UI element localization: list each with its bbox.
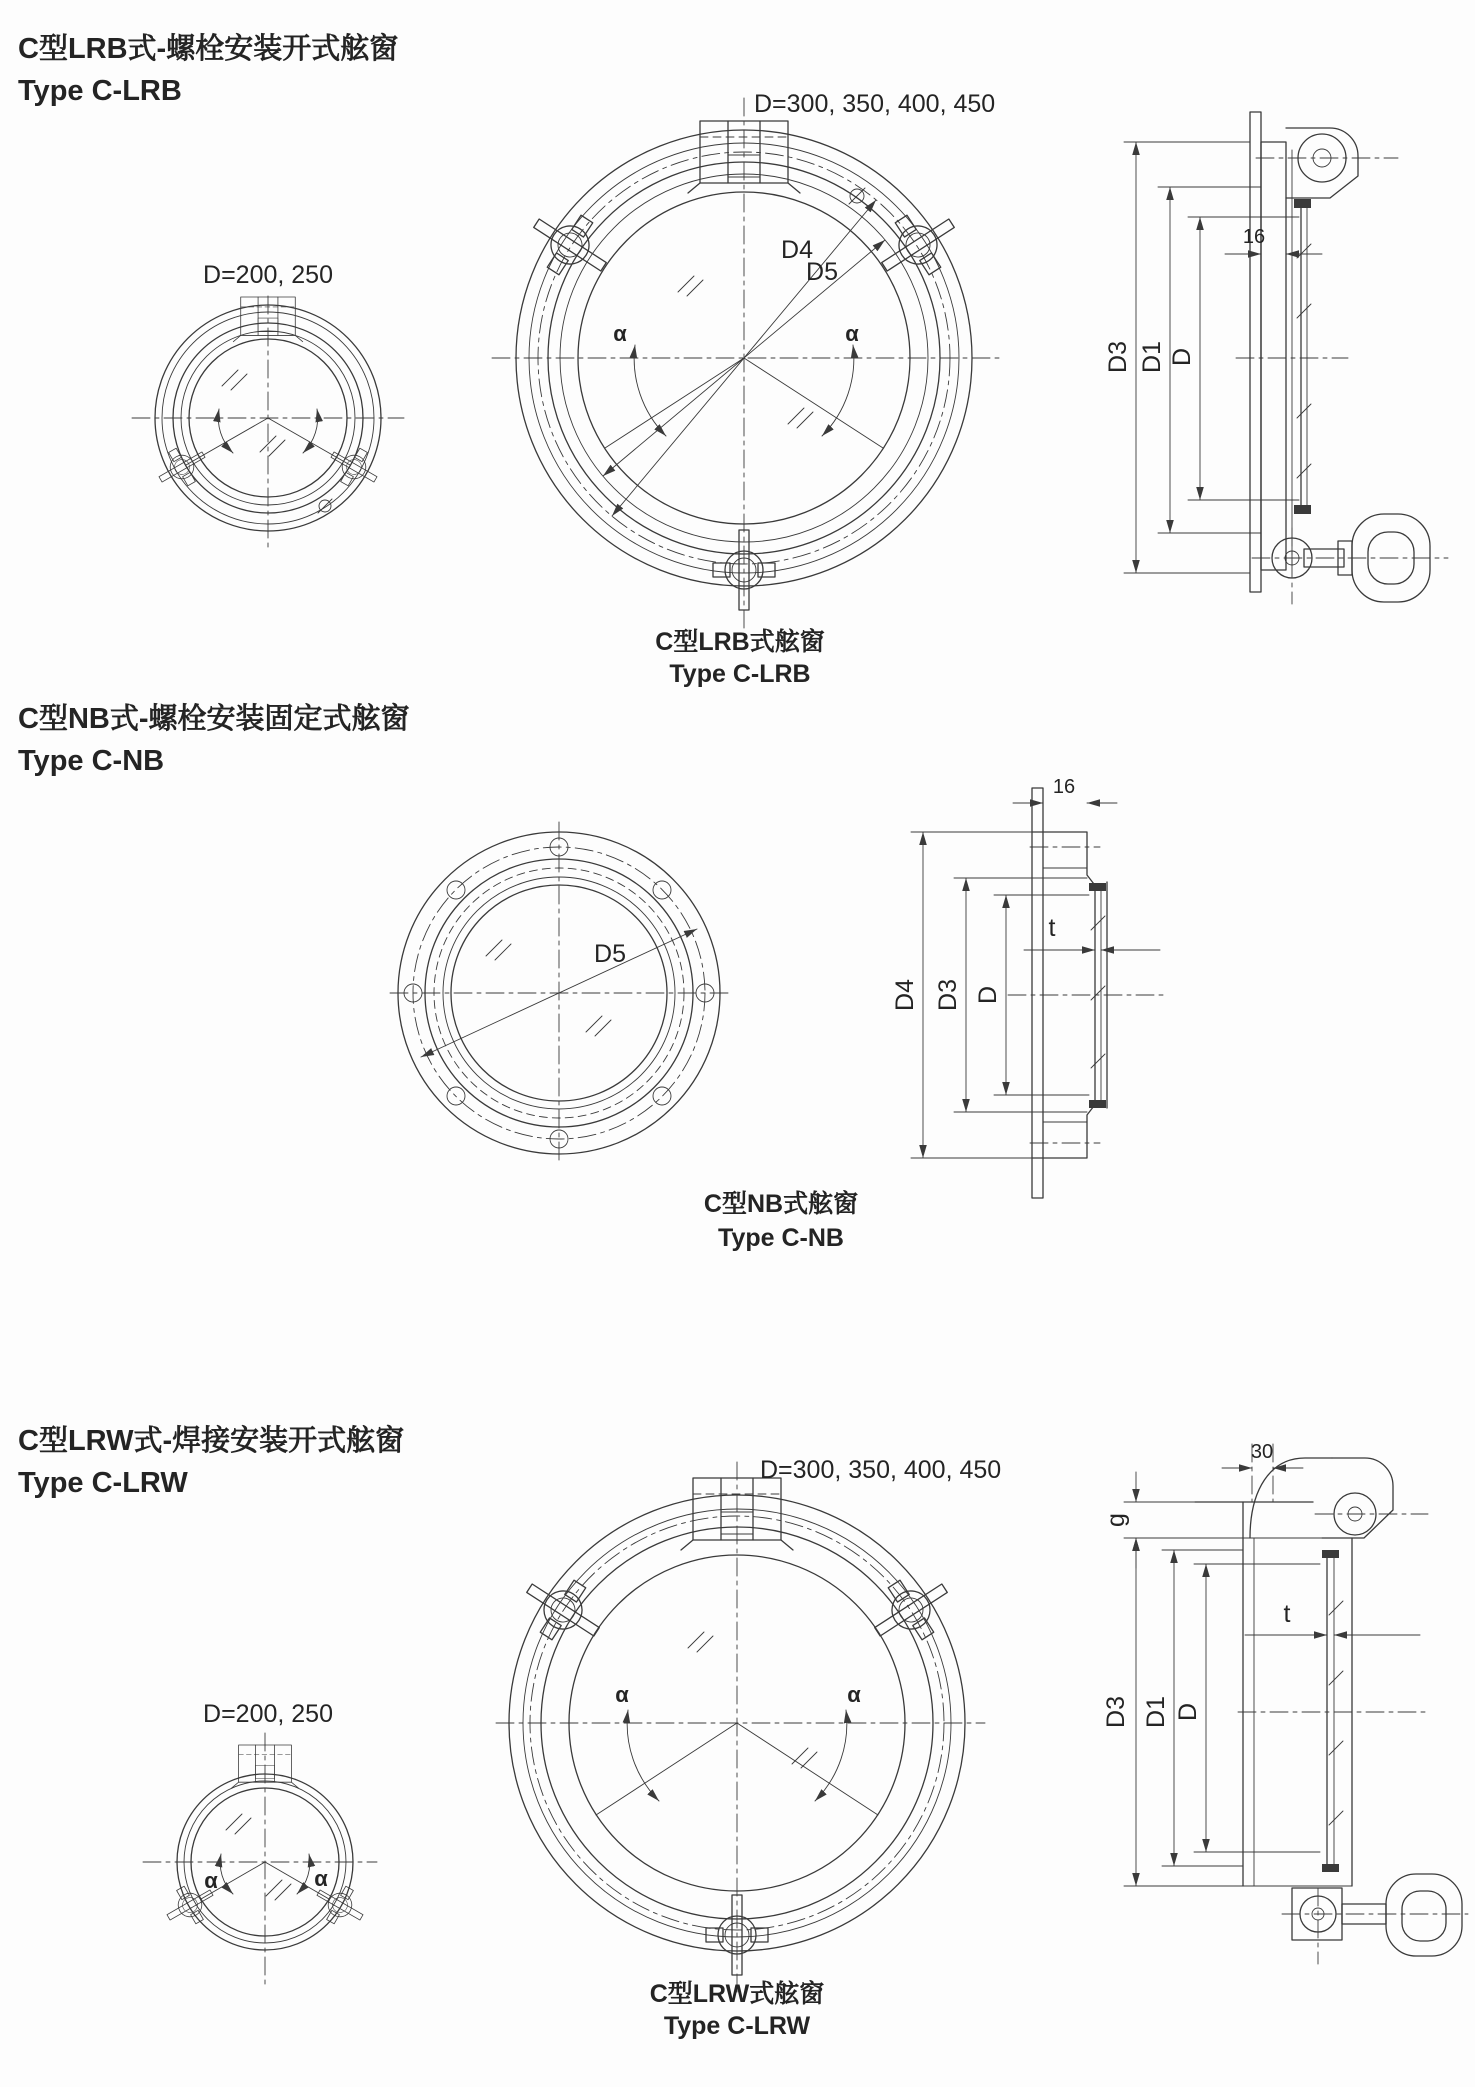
- nb-caption-zh: C型NB式舷窗: [703, 1190, 859, 1218]
- nb-title-en: Type C-NB: [18, 745, 165, 777]
- alpha-label: α: [845, 321, 859, 346]
- lrb-caption-en: Type C-LRB: [669, 660, 811, 688]
- glass-hatch-mark: [222, 370, 247, 390]
- lrb-large-diameter-label: D=300, 350, 400, 450: [754, 90, 996, 118]
- lrb-caption-zh: C型LRB式舷窗: [655, 628, 825, 656]
- nb-side-view: [891, 776, 1168, 1198]
- dim-label-d: D: [1174, 1702, 1202, 1722]
- lrw-title-en: Type C-LRW: [18, 1467, 188, 1499]
- dim-label-d3: D3: [1104, 341, 1132, 373]
- dim-label-d5: D5: [594, 940, 626, 968]
- alpha-label: α: [204, 1868, 218, 1893]
- glass-hatch-mark: [678, 276, 703, 296]
- dim-label-d3: D3: [1102, 1696, 1130, 1728]
- lrw-caption-zh: C型LRW式舷窗: [649, 1980, 825, 2008]
- hinge: [1256, 128, 1398, 198]
- glass-hatch-mark: [788, 408, 813, 428]
- dim-label-d4: D4: [781, 236, 813, 264]
- dim-label-d5: D5: [806, 258, 838, 286]
- lrb-small-diameter-label: D=200, 250: [203, 261, 333, 289]
- lrb-title-zh: C型LRB式-螺栓安装开式舷窗: [18, 33, 399, 65]
- lrw-caption-en: Type C-LRW: [663, 2012, 811, 2040]
- section-lrw: [18, 1423, 1468, 2040]
- section-lrb: [18, 31, 1448, 688]
- alpha-label: α: [615, 1682, 629, 1707]
- alpha-label: α: [314, 1866, 328, 1891]
- dim-label-d4: D4: [891, 979, 919, 1011]
- dim-label-g: g: [1102, 1513, 1130, 1527]
- glass-hatch-mark: [586, 1016, 611, 1036]
- lrw-title-zh: C型LRW式-焊接安装开式舷窗: [18, 1425, 405, 1457]
- lrw-side-view: [1102, 1441, 1468, 1964]
- dim-label-d1: D1: [1138, 341, 1166, 373]
- alpha-label: α: [613, 321, 627, 346]
- dim-label-d3: D3: [934, 979, 962, 1011]
- lrb-side-view: [1104, 112, 1448, 604]
- lrb-large-front-view: [492, 90, 1000, 632]
- swing-bolt: [1282, 1874, 1468, 1964]
- hinge: [1315, 1458, 1428, 1538]
- glass-hatch-mark: [688, 1632, 713, 1652]
- dim-label-t: t: [1283, 1600, 1291, 1628]
- diameter-mark-icon: [318, 499, 332, 513]
- dim-label-d: D: [974, 985, 1002, 1005]
- dim-label-d: D: [1168, 347, 1196, 367]
- glass-hatch-mark: [486, 940, 511, 960]
- lrw-small-front-view: [143, 1700, 377, 1985]
- nb-title-zh: C型NB式-螺栓安装固定式舷窗: [18, 703, 410, 735]
- dim-label-t: t: [1048, 914, 1056, 942]
- glass-hatch-mark: [226, 1814, 251, 1834]
- dim-label-16: 16: [1242, 226, 1266, 248]
- lrb-title-en: Type C-LRB: [18, 75, 182, 107]
- nb-front-view: [390, 822, 728, 1164]
- nb-caption-en: Type C-NB: [718, 1224, 844, 1252]
- section-nb: [18, 701, 1168, 1252]
- lrw-large-diameter-label: D=300, 350, 400, 450: [760, 1456, 1002, 1484]
- swing-bolt: [1252, 514, 1448, 604]
- dim-label-30: 30: [1250, 1441, 1274, 1463]
- dim-label-d1: D1: [1142, 1696, 1170, 1728]
- lrb-small-front-view: [132, 261, 404, 552]
- glass-hatch-mark: [260, 436, 285, 456]
- lrw-small-diameter-label: D=200, 250: [203, 1700, 333, 1728]
- dim-label-16: 16: [1052, 776, 1076, 798]
- glass-hatch-mark: [792, 1748, 817, 1768]
- lrw-large-front-view: [496, 1456, 1001, 1992]
- alpha-label: α: [847, 1682, 861, 1707]
- glass-hatch-mark: [266, 1880, 291, 1900]
